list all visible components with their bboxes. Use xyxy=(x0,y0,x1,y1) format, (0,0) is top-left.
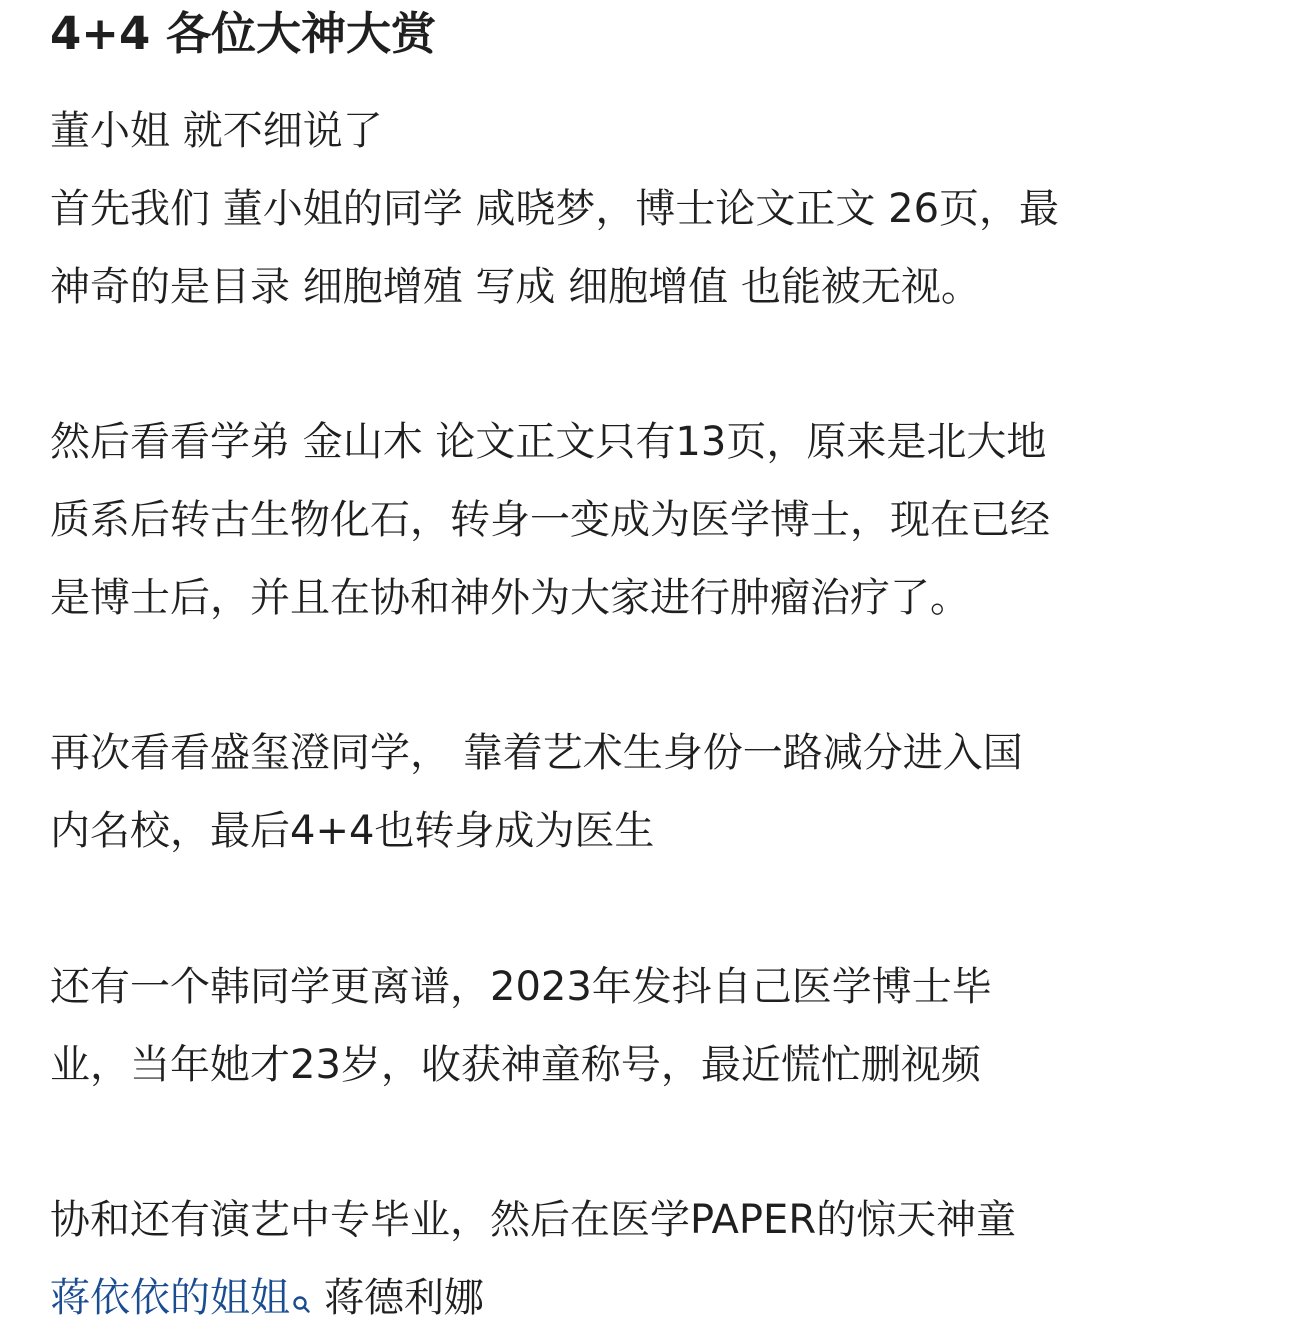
text-line: 业，当年她才23岁，收获神童称号，最近慌忙删视频 xyxy=(50,1042,981,1088)
text-line: 首先我们 董小姐的同学 咸晓梦，博士论文正文 26页，最 xyxy=(50,186,1060,232)
text-after-link: 蒋德利娜 xyxy=(324,1275,484,1321)
paragraph-4 xyxy=(50,948,992,1104)
text-line: 质系后转古生物化石，转身一变成为医学博士，现在已经 xyxy=(50,497,1050,543)
text-line: 神奇的是目录 细胞增殖 写成 细胞增值 也能被无视。 xyxy=(50,264,981,310)
paragraph-3 xyxy=(50,714,1023,870)
text-line-with-link xyxy=(50,1259,1016,1337)
search-link[interactable]: 蒋依依的姐姐 xyxy=(50,1275,290,1321)
text-line: 还有一个韩同学更离谱，2023年发抖自己医学博士毕 xyxy=(50,964,992,1010)
post-title: 4+4 各位大神大赏 xyxy=(50,7,436,60)
text-line: 然后看看学弟 金山木 论文正文只有13页，原来是北大地 xyxy=(50,419,1047,465)
paragraph-1 xyxy=(50,92,1059,326)
paragraph-2 xyxy=(50,403,1050,637)
search-icon[interactable] xyxy=(292,1265,314,1287)
text-line: 协和还有演艺中专毕业，然后在医学PAPER的惊天神童 xyxy=(50,1197,1017,1243)
text-line: 董小姐 就不细说了 xyxy=(50,108,383,154)
text-line: 内名校，最后4+4也转身成为医生 xyxy=(50,808,655,854)
text-line: 是博士后，并且在协和神外为大家进行肿瘤治疗了。 xyxy=(50,575,970,621)
paragraph-5 xyxy=(50,1181,1016,1337)
text-line: 再次看看盛玺澄同学， 靠着艺术生身份一路减分进入国 xyxy=(50,730,1023,776)
